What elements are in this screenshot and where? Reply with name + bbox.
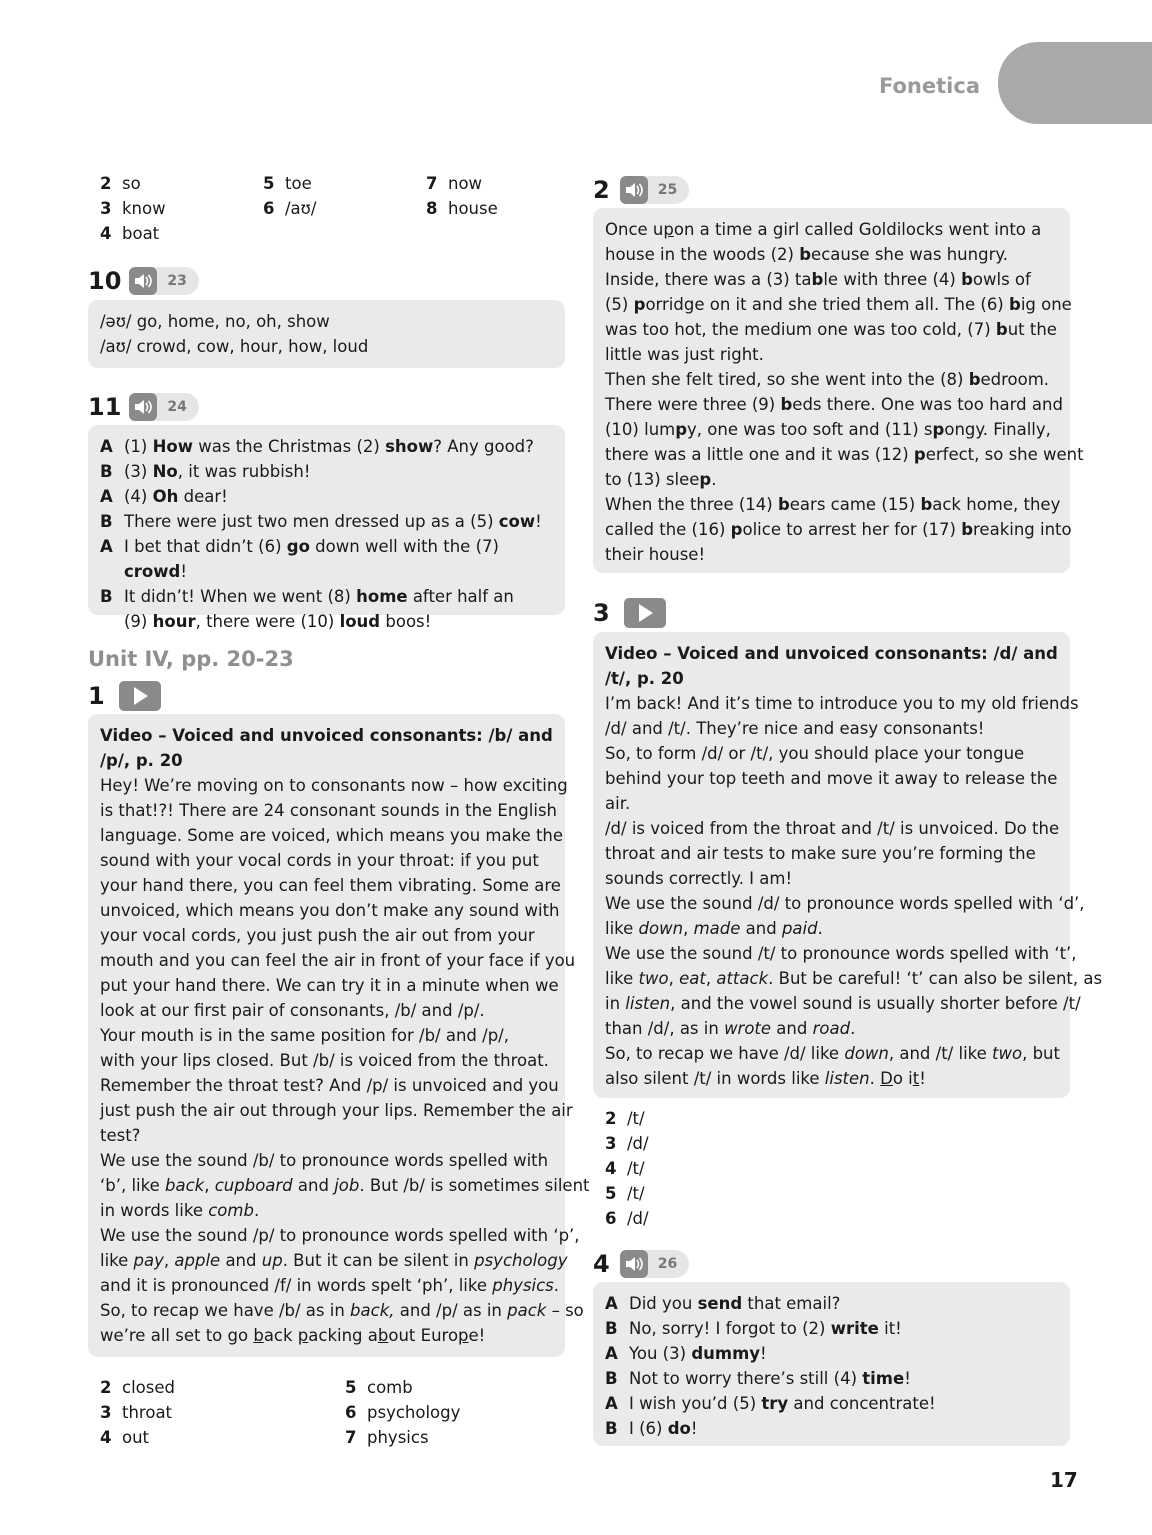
dialogue-text: I bet that didn’t (6) go down well with the (7) crowd! [124, 537, 499, 581]
answer-row [605, 1156, 1070, 1181]
text-line: There were three (9) beds there. One was too hard and [605, 395, 1063, 414]
answer-row [605, 1106, 1070, 1131]
answer-text: closed [122, 1378, 175, 1397]
text-line: air. [605, 794, 631, 813]
dialogue-text: It didn’t! When we went (8) home after half an (9) hour, there were (10) loud boos! [124, 587, 514, 631]
video-play-icon[interactable] [119, 681, 161, 711]
text-line: is that!?! There are 24 consonant sounds in the English [100, 801, 558, 820]
exercise-header [593, 1248, 1070, 1280]
exercise-box [88, 714, 590, 1357]
text-line: We use the sound /d/ to pronounce words spelled with ‘d’, [605, 894, 1085, 913]
exercise-header [593, 597, 1070, 629]
text-line: behind your top teeth and move it away to release the [605, 769, 1058, 788]
exercise-number: 2 [593, 176, 610, 204]
answer-number: 4 [100, 224, 112, 243]
text-line: /aʊ/ crowd, cow, hour, how, loud [100, 337, 369, 356]
text-line: Your mouth is in the same position for /b/ and /p/, [100, 1026, 509, 1045]
answer-text: boat [122, 224, 160, 243]
text-line: like pay, apple and up. But it can be silent in psychology [100, 1251, 568, 1270]
speaker-label: A [100, 487, 113, 506]
text-line: your hand there, you can feel them vibrating. Some are [100, 876, 561, 895]
dialogue-line [100, 534, 553, 584]
speaker-label: B [605, 1419, 618, 1438]
audio-track[interactable] [620, 1250, 689, 1278]
text-line: sound with your vocal cords in your throat: if you put [100, 851, 539, 870]
exercise-3 [593, 597, 1103, 1231]
answer-number: 5 [605, 1184, 617, 1203]
unit-title: Unit IV, pp. 20-23 [88, 647, 294, 671]
answer-row [88, 1375, 565, 1400]
header-tab [998, 42, 1152, 124]
exercise-number: 3 [593, 599, 610, 627]
answer-item [345, 1425, 590, 1450]
text-line: and it is pronounced /f/ in words spelt ‘ph’, like physics. [100, 1276, 560, 1295]
answer-text: /d/ [627, 1209, 649, 1228]
text-line: mouth and you can feel the air in front of your face if you [100, 951, 576, 970]
exercise-10 [88, 265, 565, 368]
dialogue-text: (3) No, it was rubbish! [124, 462, 311, 481]
answer-row [88, 221, 565, 246]
track-number: 25 [657, 182, 678, 198]
left-top-answers [88, 171, 565, 246]
exercise-header [88, 265, 565, 297]
answer-row [88, 196, 565, 221]
answer-item [345, 1375, 590, 1400]
dialogue-text: I wish you’d (5) try and concentrate! [629, 1394, 936, 1413]
page-number: 17 [1050, 1468, 1078, 1492]
exercise-number: 4 [593, 1250, 610, 1278]
track-number: 26 [657, 1256, 678, 1272]
speaker-icon [620, 1250, 648, 1278]
speaker-label: B [605, 1319, 618, 1338]
text-line: We use the sound /b/ to pronounce words spelled with [100, 1151, 549, 1170]
answer-text: /aʊ/ [285, 199, 317, 218]
text-line: in listen, and the vowel sound is usually shorter before /t/ [605, 994, 1081, 1013]
answer-item [100, 196, 263, 221]
answer-item [100, 221, 263, 246]
answer-text: /t/ [627, 1109, 645, 1128]
answer-text: toe [285, 174, 312, 193]
dialogue-text: There were just two men dressed up as a (5) cow! [124, 512, 542, 531]
text-line: look at our first pair of consonants, /b/ and /p/. [100, 1001, 485, 1020]
answer-item [426, 196, 589, 221]
text-line: Inside, there was a (3) table with three (4) bowls of [605, 270, 1031, 289]
dialogue-line [605, 1316, 1058, 1341]
dialogue-line [100, 509, 553, 534]
answer-text: /t/ [627, 1184, 645, 1203]
exercise-1 [88, 680, 590, 1357]
answer-number: 3 [605, 1134, 617, 1153]
answer-text: know [122, 199, 166, 218]
answer-number: 3 [100, 1403, 112, 1422]
text-line: their house! [605, 545, 706, 564]
text-line: called the (16) police to arrest her for (17) breaking into [605, 520, 1072, 539]
dialogue-line [605, 1391, 1058, 1416]
dialogue-text: You (3) dummy! [629, 1344, 767, 1363]
text-line: just push the air out through your lips. Remember the air [100, 1101, 573, 1120]
speaker-icon [620, 176, 648, 204]
text-line: than /d/, as in wrote and road. [605, 1019, 856, 1038]
text-line: Remember the throat test? And /p/ is unvoiced and you [100, 1076, 559, 1095]
exercise-2 [593, 174, 1084, 573]
audio-track[interactable] [129, 393, 198, 421]
text-line: So, to recap we have /b/ as in back, and /p/ as in pack – so [100, 1301, 584, 1320]
answer-number: 5 [345, 1378, 357, 1397]
answer-item [100, 1425, 345, 1450]
exercise-box [593, 632, 1103, 1098]
dialogue-text: Did you send that email? [629, 1294, 841, 1313]
exercise-number: 10 [88, 267, 122, 295]
answer-number: 4 [100, 1428, 112, 1447]
answer-item [100, 1375, 345, 1400]
text-line: /d/ and /t/. They’re nice and easy consonants! [605, 719, 985, 738]
text-line: was too hot, the medium one was too cold, (7) but the [605, 320, 1057, 339]
text-line: Then she felt tired, so she went into the (8) bedroom. [605, 370, 1050, 389]
text-line: there was a little one and it was (12) perfect, so she went [605, 445, 1084, 464]
dialogue-line [100, 584, 553, 634]
dialogue-line [100, 484, 553, 509]
text-line: with your lips closed. But /b/ is voiced from the throat. [100, 1051, 549, 1070]
text-line: also silent /t/ in words like listen. Do it! [605, 1069, 926, 1088]
speaker-label: B [100, 462, 113, 481]
text-line: test? [100, 1126, 141, 1145]
answer-row [605, 1131, 1070, 1156]
speaker-label: A [605, 1294, 618, 1313]
answer-item [345, 1400, 590, 1425]
answer-number: 2 [100, 1378, 112, 1397]
exercise-box [88, 425, 565, 631]
video-title: Video – Voiced and unvoiced consonants: /b/ and /p/, p. 20 [100, 726, 553, 770]
speaker-label: B [100, 587, 113, 606]
dialogue-text: No, sorry! I forgot to (2) write it! [629, 1319, 902, 1338]
text-line: in words like comb. [100, 1201, 260, 1220]
dialogue-line [100, 434, 553, 459]
answer-item [100, 171, 263, 196]
exercise-11 [88, 391, 565, 631]
answer-item [263, 171, 426, 196]
dialogue-text: (1) How was the Christmas (2) show? Any good? [124, 437, 534, 456]
text-line: So, to form /d/ or /t/, you should place your tongue [605, 744, 1025, 763]
text-line: We use the sound /t/ to pronounce words spelled with ‘t’, [605, 944, 1077, 963]
speaker-label: A [100, 537, 113, 556]
answer-number: 2 [605, 1109, 617, 1128]
answer-number: 4 [605, 1159, 617, 1178]
exercise-4 [593, 1248, 1070, 1446]
speaker-icon [129, 393, 157, 421]
text-line: language. Some are voiced, which means you make the [100, 826, 564, 845]
answer-item [263, 196, 426, 221]
answer-row [88, 171, 565, 196]
video-title: Video – Voiced and unvoiced consonants: /d/ and /t/, p. 20 [605, 644, 1058, 688]
text-line: Hey! We’re moving on to consonants now – how exciting [100, 776, 568, 795]
text-line: ‘b’, like back, cupboard and job. But /b/ is sometimes silent [100, 1176, 590, 1195]
speaker-label: A [100, 437, 113, 456]
text-line: your vocal cords, you just push the air out from your [100, 926, 535, 945]
answer-text: so [122, 174, 141, 193]
dialogue-line [605, 1291, 1058, 1316]
exercise-answers [593, 1106, 1070, 1231]
answer-number: 6 [605, 1209, 617, 1228]
speaker-label: A [605, 1344, 618, 1363]
text-line: to (13) sleep. [605, 470, 717, 489]
dialogue-line [605, 1416, 1058, 1441]
text-line: we’re all set to go back packing about Europe! [100, 1326, 486, 1345]
audio-track[interactable] [129, 267, 198, 295]
exercise-header [88, 391, 565, 423]
answer-number: 8 [426, 199, 438, 218]
answer-number: 2 [100, 174, 112, 193]
answer-row [605, 1181, 1070, 1206]
exercise-number: 11 [88, 393, 122, 421]
exercise-header [593, 174, 1070, 206]
text-line: (10) lumpy, one was too soft and (11) spongy. Finally, [605, 420, 1051, 439]
answer-number: 7 [426, 174, 438, 193]
section-title: Fonetica [879, 74, 980, 98]
text-line: When the three (14) bears came (15) back home, they [605, 495, 1061, 514]
answer-text: comb [367, 1378, 413, 1397]
text-line: Once upon a time a girl called Goldilocks went into a [605, 220, 1042, 239]
text-line: put your hand there. We can try it in a minute when we [100, 976, 559, 995]
text-line: I’m back! And it’s time to introduce you to my old friends [605, 694, 1079, 713]
exercise-number: 1 [88, 682, 105, 710]
answer-number: 3 [100, 199, 112, 218]
answer-text: psychology [367, 1403, 461, 1422]
dialogue-line [605, 1341, 1058, 1366]
text-line: little was just right. [605, 345, 764, 364]
answer-text: house [448, 199, 498, 218]
answer-row [605, 1206, 1070, 1231]
answer-row [88, 1400, 565, 1425]
answer-text: throat [122, 1403, 173, 1422]
exercise-header [88, 680, 565, 712]
answer-number: 7 [345, 1428, 357, 1447]
text-line: house in the woods (2) because she was hungry. [605, 245, 1009, 264]
video-play-icon[interactable] [624, 598, 666, 628]
answer-number: 6 [345, 1403, 357, 1422]
track-number: 24 [167, 399, 187, 415]
text-line: We use the sound /p/ to pronounce words spelled with ‘p’, [100, 1226, 580, 1245]
text-line: /əʊ/ go, home, no, oh, show [100, 312, 330, 331]
exercise-box [593, 208, 1084, 573]
text-line: throat and air tests to make sure you’re forming the [605, 844, 1036, 863]
text-line: like two, eat, attack. But be careful! ‘t’ can also be silent, as [605, 969, 1103, 988]
answer-text: /t/ [627, 1159, 645, 1178]
answer-text: out [122, 1428, 150, 1447]
text-line: sounds correctly. I am! [605, 869, 793, 888]
unit-heading [88, 647, 565, 671]
text-line: like down, made and paid. [605, 919, 823, 938]
answer-text: /d/ [627, 1134, 649, 1153]
answer-item [426, 171, 589, 196]
speaker-label: B [605, 1369, 618, 1388]
speaker-icon [129, 267, 157, 295]
track-number: 23 [167, 273, 187, 289]
exercise-box [88, 300, 565, 368]
speaker-label: A [605, 1394, 618, 1413]
dialogue-text: (4) Oh dear! [124, 487, 228, 506]
answer-number: 6 [263, 199, 275, 218]
dialogue-line [100, 459, 553, 484]
answer-text: now [448, 174, 483, 193]
text-line: /d/ is voiced from the throat and /t/ is unvoiced. Do the [605, 819, 1060, 838]
audio-track[interactable] [620, 176, 689, 204]
text-line: unvoiced, which means you don’t make any sound with [100, 901, 560, 920]
dialogue-text: Not to worry there’s still (4) time! [629, 1369, 911, 1388]
answer-number: 5 [263, 174, 275, 193]
dialogue-text: I (6) do! [629, 1419, 698, 1438]
speaker-label: B [100, 512, 113, 531]
answer-row [88, 1425, 565, 1450]
answer-item [100, 1400, 345, 1425]
text-line: So, to recap we have /d/ like down, and /t/ like two, but [605, 1044, 1060, 1063]
text-line: (5) porridge on it and she tried them all. The (6) big one [605, 295, 1072, 314]
exercise-box [593, 1282, 1070, 1446]
dialogue-line [605, 1366, 1058, 1391]
left-bottom-answers [88, 1375, 565, 1450]
answer-text: physics [367, 1428, 429, 1447]
